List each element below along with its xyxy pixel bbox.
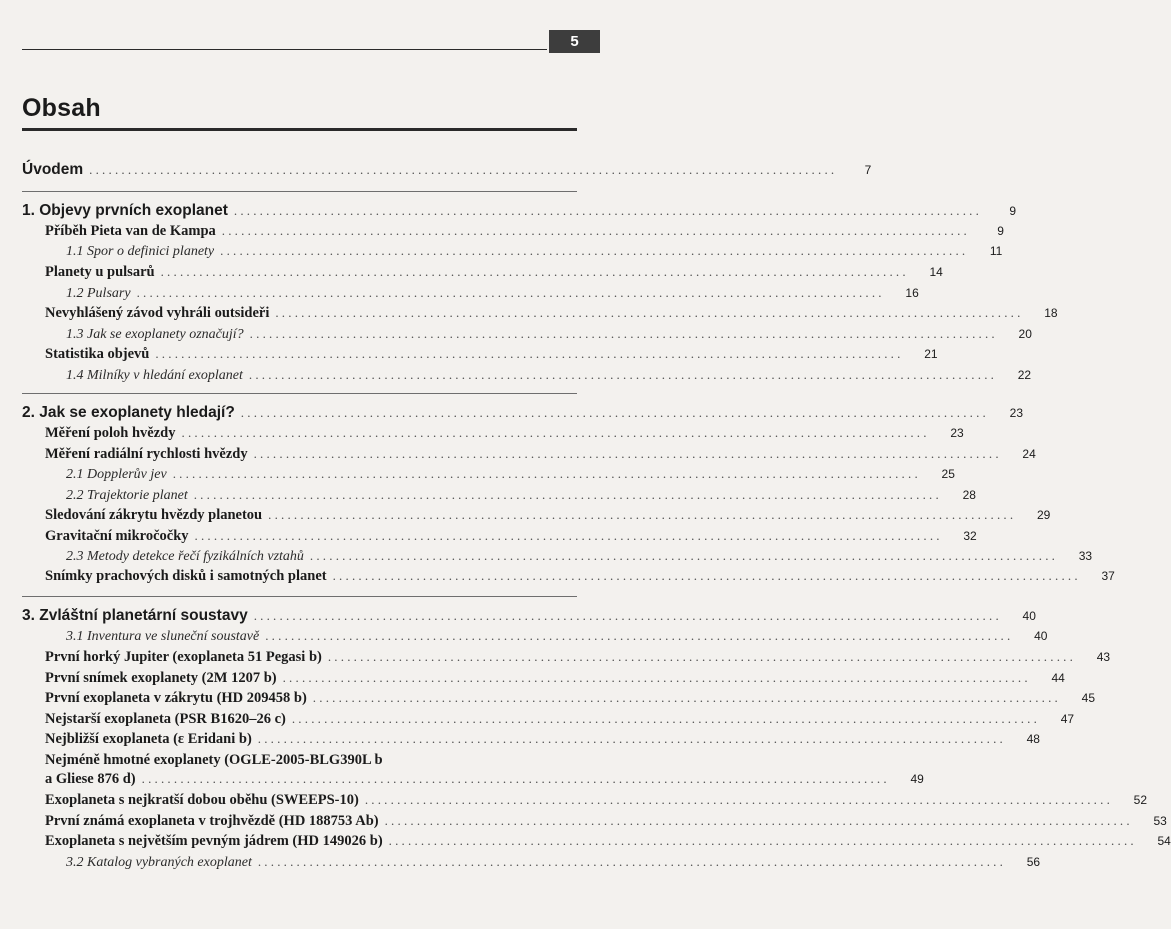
toc-entry[interactable]: Nejstarší exoplaneta (PSR B1620–26 c) .................................................................................................................... 47 bbox=[45, 711, 1075, 727]
toc-entry[interactable]: Snímky prachových disků i samotných planet .................................................................................................................... 37 bbox=[45, 568, 1115, 584]
toc-entry[interactable]: Gravitační mikročočky .................................................................................................................... 32 bbox=[45, 528, 977, 544]
toc-entry[interactable]: První snímek exoplanety (2M 1207 b) .................................................................................................................... 44 bbox=[45, 670, 1065, 686]
section-separator bbox=[22, 191, 577, 192]
toc-entry-wrapped-line-2[interactable]: a Gliese 876 d) .................................................................................................................... 49 bbox=[45, 771, 924, 787]
toc-entry[interactable]: Příběh Pieta van de Kampa .................................................................................................................... 9 bbox=[45, 223, 1004, 239]
toc-subentry[interactable]: 2.2 Trajektorie planet .................................................................................................................... 28 bbox=[66, 487, 976, 503]
toc-subentry[interactable]: 3.1 Inventura ve sluneční soustavě .................................................................................................................... 40 bbox=[66, 628, 1048, 644]
toc-entry[interactable]: Měření radiální rychlosti hvězdy .................................................................................................................... 24 bbox=[45, 446, 1036, 462]
toc-entry[interactable]: Nejbližší exoplaneta (ε Eridani b) .................................................................................................................... 48 bbox=[45, 731, 1040, 747]
title-rule bbox=[22, 128, 577, 131]
toc-subentry[interactable]: 1.2 Pulsary .................................................................................................................... 16 bbox=[66, 285, 919, 301]
toc-entry[interactable]: Nevyhlášený závod vyhráli outsideři .................................................................................................................... 18 bbox=[45, 305, 1058, 321]
toc-subentry[interactable]: 2.3 Metody detekce řečí fyzikálních vztahů .................................................................................................................... 33 bbox=[66, 548, 1093, 564]
toc-chapter-2[interactable]: 2. Jak se exoplanety hledají? .................................................................................................................... 23 bbox=[22, 404, 1023, 421]
toc-entry[interactable]: První horký Jupiter (exoplaneta 51 Pegasi b) .................................................................................................................... 43 bbox=[45, 649, 1111, 665]
toc-entry[interactable]: První exoplaneta v zákrytu (HD 209458 b) .................................................................................................................... 45 bbox=[45, 690, 1095, 706]
section-separator bbox=[22, 393, 577, 394]
toc-entry[interactable]: Exoplaneta s největším pevným jádrem (HD 149026 b) .................................................................................................................... 54 bbox=[45, 833, 1171, 849]
toc-entry[interactable]: Statistika objevů .................................................................................................................... 21 bbox=[45, 346, 938, 362]
toc-entry[interactable]: Planety u pulsarů .................................................................................................................... 14 bbox=[45, 264, 943, 280]
section-separator bbox=[22, 596, 577, 597]
toc-subentry[interactable]: 1.1 Spor o definici planety .................................................................................................................... 11 bbox=[66, 243, 1003, 259]
toc-entry-wrapped-line-1[interactable]: Nejméně hmotné exoplanety (OGLE-2005-BLG390L b bbox=[45, 752, 383, 768]
toc-entry[interactable]: Exoplaneta s nejkratší dobou oběhu (SWEEPS-10) .................................................................................................................... 52 bbox=[45, 792, 1148, 808]
toc-subentry[interactable]: 1.3 Jak se exoplanety označují? .................................................................................................................... 20 bbox=[66, 326, 1032, 342]
toc-chapter-1[interactable]: 1. Objevy prvních exoplanet .................................................................................................................... 9 bbox=[22, 202, 1017, 219]
toc-chapter-3[interactable]: 3. Zvláštní planetární soustavy .................................................................................................................... 40 bbox=[22, 607, 1036, 624]
toc-entry[interactable]: Sledování zákrytu hvězdy planetou .................................................................................................................... 29 bbox=[45, 507, 1051, 523]
toc-entry-intro[interactable]: Úvodem .................................................................................................................... 7 bbox=[22, 161, 872, 178]
toc-entry[interactable]: První známá exoplaneta v trojhvězdě (HD 188753 Ab) .................................................................................................................... 53 bbox=[45, 813, 1167, 829]
toc-subentry[interactable]: 3.2 Katalog vybraných exoplanet .................................................................................................................... 56 bbox=[66, 854, 1041, 870]
toc-subentry[interactable]: 2.1 Dopplerův jev .................................................................................................................... 25 bbox=[66, 466, 955, 482]
header-rule bbox=[22, 49, 547, 50]
toc-entry[interactable]: Měření poloh hvězdy .................................................................................................................... 23 bbox=[45, 425, 964, 441]
page-title: Obsah bbox=[22, 94, 101, 122]
page-number: 5 bbox=[549, 30, 600, 53]
toc-subentry[interactable]: 1.4 Milníky v hledání exoplanet .................................................................................................................... 22 bbox=[66, 367, 1032, 383]
